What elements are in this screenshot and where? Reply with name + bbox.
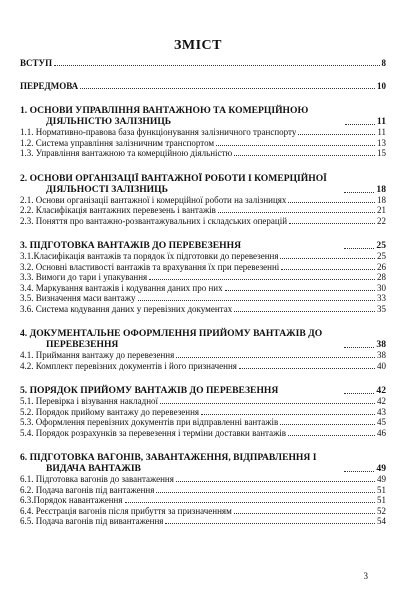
entry-page: 45 xyxy=(377,417,386,427)
entry-text: 2.1. Основи організації вантажної і комерційної роботи на залізницях xyxy=(20,194,287,205)
entry-page: 40 xyxy=(377,360,386,371)
subsection-entry xyxy=(20,272,386,283)
table-of-contents xyxy=(20,58,386,527)
section-title xyxy=(20,452,342,474)
section-title xyxy=(20,385,342,396)
subsection-entry xyxy=(20,350,386,361)
entry-text: 5.1. Перевірка і візування накладної xyxy=(20,396,159,406)
subsection-entry xyxy=(20,304,386,315)
section-page: 25 xyxy=(376,240,386,251)
toc-section xyxy=(20,452,386,527)
entry-text: 6.2. Подача вагонів під вантаження xyxy=(20,484,155,495)
subsection-entry xyxy=(20,516,386,527)
entry-text: 1.3. Управління вантажною та комерційною діяльністю xyxy=(20,148,233,158)
entry-text: ВСТУП xyxy=(20,58,53,68)
dot-leader xyxy=(176,481,375,482)
subsection-entry xyxy=(20,506,386,517)
dot-leader xyxy=(225,290,375,291)
dot-leader xyxy=(234,155,375,156)
subsection-entry xyxy=(20,474,386,485)
entry-text: 3.5. Визначення маси вантажу xyxy=(20,293,136,303)
entry-text: 2.2. Класифікація вантажних перевезень і вантажів xyxy=(20,205,216,215)
subsection-entry xyxy=(20,396,386,407)
dot-leader xyxy=(156,492,375,493)
dot-leader xyxy=(176,357,375,358)
entry-page: 15 xyxy=(377,148,386,158)
entry-text: 3.4. Маркування вантажів і кодування даних про них xyxy=(20,282,223,293)
dot-leader xyxy=(344,248,374,249)
section-title-line-1: 3. ПІДГОТОВКА ВАНТАЖІВ ДО ПЕРЕВЕЗЕННЯ xyxy=(20,240,241,251)
section-title-line-1: 2. ОСНОВИ ОРГАНІЗАЦІЇ ВАНТАЖНОЇ РОБОТИ І КОМЕРЦІЙНОЇ xyxy=(20,172,327,184)
dot-leader xyxy=(125,502,376,503)
section-title-line-1: 1. ОСНОВИ УПРАВЛІННЯ ВАНТАЖНОЮ ТА КОМЕРЦІЙНОЮ xyxy=(20,105,309,116)
dot-leader xyxy=(216,145,375,146)
section-heading xyxy=(20,328,386,350)
entry-text: 3.3. Вимоги до тари і упакування xyxy=(20,272,148,282)
entry-page: 18 xyxy=(377,194,386,205)
entry-text: 3.1.Класифікація вантажів та порядок їх підготовки до перевезення xyxy=(20,251,279,261)
entry-text: 2.3. Поняття про вантажно-розвантажувальних і складських операцій xyxy=(20,215,288,226)
dot-leader xyxy=(344,192,374,193)
subsection-entry xyxy=(20,195,386,206)
toc-title: ЗМІСТ xyxy=(174,38,222,53)
entry-text: 1.1. Нормативно-правова база функціонування залізничного транспорту xyxy=(20,127,297,137)
dot-leader xyxy=(289,223,375,224)
entry-text: 4.1. Приймання вантажу до перевезення xyxy=(20,350,175,360)
subsection-entry xyxy=(20,148,386,159)
entry-page: 38 xyxy=(377,350,386,360)
dot-leader xyxy=(138,300,375,301)
section-page: 42 xyxy=(376,385,386,396)
subsection-entry xyxy=(20,251,386,262)
dot-leader xyxy=(234,311,375,312)
section-page: 49 xyxy=(376,463,386,474)
entry-page: 21 xyxy=(377,205,386,215)
entry-text: 3.6. Система кодування даних у перевізних документах xyxy=(20,303,233,314)
toc-section xyxy=(20,173,386,227)
toc-section xyxy=(20,105,386,159)
toc-section xyxy=(20,240,386,314)
dot-leader xyxy=(344,347,374,348)
section-title-line-2: ДІЯЛЬНІСТЮ ЗАЛІЗНИЦЬ xyxy=(46,116,172,127)
entry-page: 22 xyxy=(377,215,386,226)
entry-page: 35 xyxy=(377,303,386,314)
section-title-line-2: ПЕРЕВЕЗЕННЯ xyxy=(46,339,119,350)
dot-leader xyxy=(54,65,379,66)
subsection-entry xyxy=(20,361,386,372)
section-title xyxy=(20,240,342,251)
section-heading xyxy=(20,240,386,251)
entry-page: 25 xyxy=(377,251,386,261)
entry-text: 3.2. Основні властивості вантажів та врахування їх при перевезенні xyxy=(20,261,280,272)
entry-text: 1.2. Система управління залізничним транспортом xyxy=(20,137,215,148)
section-title-line-1: 5. ПОРЯДОК ПРИЙОМУ ВАНТАЖІВ ДО ПЕРЕВЕЗЕННЯ xyxy=(20,385,279,396)
subsection-entry xyxy=(20,138,386,149)
dot-leader xyxy=(280,424,375,425)
section-title-line-2: ВИДАЧА ВАНТАЖІВ xyxy=(46,463,141,474)
front-matter-entry xyxy=(20,58,386,69)
dot-leader xyxy=(288,435,375,436)
section-page: 11 xyxy=(376,116,386,127)
entry-page: 13 xyxy=(377,137,386,148)
subsection-entry xyxy=(20,262,386,273)
section-title xyxy=(20,328,342,350)
dot-leader xyxy=(80,88,375,89)
entry-text: 4.2. Комплект перевізних документів і його призначення xyxy=(20,360,237,371)
dot-leader xyxy=(234,513,375,514)
section-heading xyxy=(20,173,386,195)
entry-text: 5.2. Порядок прийому вантажу до перевезення xyxy=(20,406,200,417)
entry-text: ПЕРЕДМОВА xyxy=(20,80,79,91)
entry-page: 43 xyxy=(377,406,386,417)
dot-leader xyxy=(345,124,375,125)
dot-leader xyxy=(344,471,374,472)
section-title-line-1: 4. ДОКУМЕНТАЛЬНЕ ОФОРМЛЕННЯ ПРИЙОМУ ВАНТАЖІВ ДО xyxy=(20,328,323,339)
dot-leader xyxy=(160,403,375,404)
section-title xyxy=(20,105,343,127)
subsection-entry xyxy=(20,428,386,439)
section-heading xyxy=(20,452,386,474)
subsection-entry xyxy=(20,127,386,138)
page-number: 3 xyxy=(363,571,368,581)
toc-section xyxy=(20,328,386,371)
subsection-entry xyxy=(20,495,386,506)
subsection-entry xyxy=(20,407,386,418)
entry-page: 8 xyxy=(381,58,386,68)
entry-text: 5.4. Порядок розрахунків за перевезення і терміни доставки вантажів xyxy=(20,427,287,438)
dot-leader xyxy=(218,212,375,213)
section-page: 38 xyxy=(376,339,386,350)
subsection-entry xyxy=(20,216,386,227)
entry-page: 28 xyxy=(377,272,386,282)
section-heading xyxy=(20,385,386,396)
dot-leader xyxy=(239,368,375,369)
entry-page: 52 xyxy=(377,505,386,516)
entry-page: 26 xyxy=(377,261,386,272)
dot-leader xyxy=(281,269,375,270)
subsection-entry xyxy=(20,485,386,496)
dot-leader xyxy=(344,393,374,394)
subsection-entry xyxy=(20,293,386,304)
entry-text: 6.5. Подача вагонів під вивантаження xyxy=(20,516,164,526)
subsection-entry xyxy=(20,283,386,294)
entry-page: 54 xyxy=(377,516,386,526)
document-page xyxy=(10,0,386,609)
entry-page: 49 xyxy=(377,474,386,484)
toc-section xyxy=(20,385,386,438)
entry-page: 10 xyxy=(377,80,386,91)
entry-text: 6.1. Підготовка вагонів до завантаження xyxy=(20,474,174,484)
entry-text: 6.3.Порядок навантаження xyxy=(20,495,123,505)
dot-leader xyxy=(165,523,375,524)
entry-page: 42 xyxy=(377,396,386,406)
dot-leader xyxy=(298,134,375,135)
entry-text: 5.3. Оформлення перевізних документів при відправленні вантажів xyxy=(20,417,279,427)
entry-page: 51 xyxy=(377,495,386,505)
dot-leader xyxy=(201,414,375,415)
subsection-entry xyxy=(20,205,386,216)
section-title-line-1: 6. ПІДГОТОВКА ВАГОНІВ, ЗАВАНТАЖЕННЯ, ВІДПРАВЛЕННЯ І xyxy=(20,452,317,463)
entry-text: 6.4. Реєстрація вагонів після прибуття за призначенням xyxy=(20,505,232,516)
section-title xyxy=(20,173,342,195)
section-heading xyxy=(20,105,386,127)
entry-page: 33 xyxy=(377,293,386,303)
dot-leader xyxy=(288,202,375,203)
front-matter-entry xyxy=(20,81,386,92)
dot-leader xyxy=(280,258,375,259)
entry-page: 30 xyxy=(377,282,386,293)
entry-page: 51 xyxy=(377,484,386,495)
subsection-entry xyxy=(20,417,386,428)
section-title-line-2: ДІЯЛЬНОСТІ ЗАЛІЗНИЦЬ xyxy=(46,183,168,195)
dot-leader xyxy=(149,279,375,280)
entry-page: 11 xyxy=(377,127,386,137)
entry-page: 46 xyxy=(377,427,386,438)
section-page: 18 xyxy=(376,183,386,195)
